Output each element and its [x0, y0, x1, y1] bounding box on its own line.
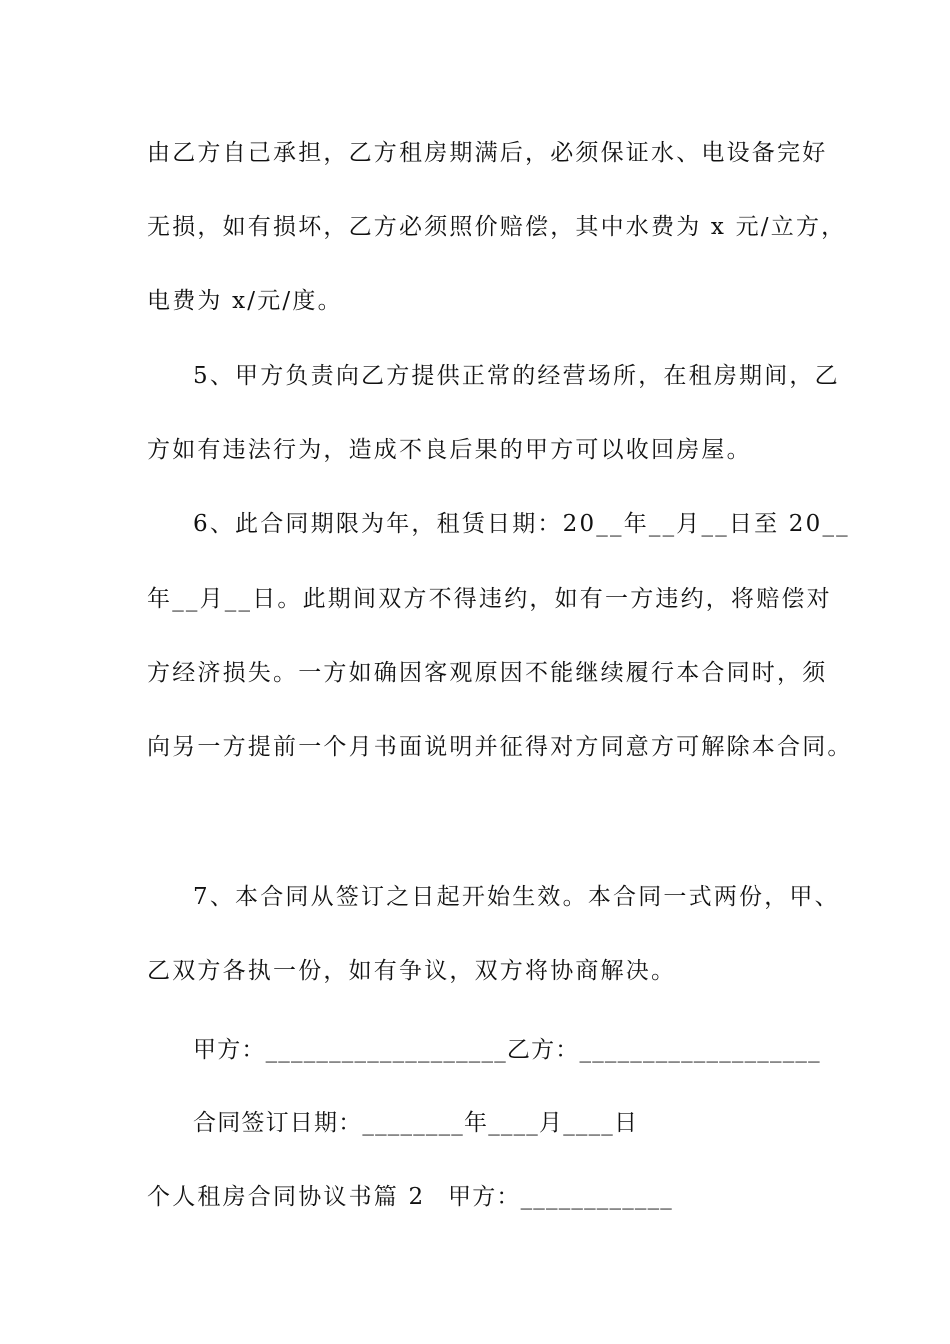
section-heading: 个人租房合同协议书篇 2: [147, 1184, 426, 1210]
paragraph-4-line-2: 无损，如有损坏，乙方必须照价赔偿，其中水费为 x 元/立方，: [147, 214, 847, 240]
signature-parties-line: 甲方：___________________乙方：___________________: [193, 1037, 821, 1063]
paragraph-5-line-2: 方如有违法行为，造成不良后果的甲方可以收回房屋。: [147, 437, 752, 463]
paragraph-6-line-3: 方经济损失。一方如确因客观原因不能继续履行本合同时，须: [147, 660, 828, 686]
paragraph-4-line-3: 电费为 x/元/度。: [147, 288, 343, 314]
paragraph-7-line-2: 乙双方各执一份，如有争议，双方将协商解决。: [147, 958, 677, 984]
paragraph-6-line-2: 年__月__日。此期间双方不得违约，如有一方违约，将赔偿对: [147, 586, 832, 612]
paragraph-6-line-1: 6、此合同期限为年，租赁日期：20__年__月__日至 20__: [193, 511, 850, 537]
paragraph-4-line-1: 由乙方自己承担，乙方租房期满后，必须保证水、电设备完好: [147, 140, 828, 166]
paragraph-5-line-1: 5、甲方负责向乙方提供正常的经营场所，在租房期间，乙: [193, 363, 840, 389]
paragraph-6-line-4: 向另一方提前一个月书面说明并征得对方同意方可解除本合同。: [147, 734, 853, 760]
next-section-party-a: 甲方：____________: [448, 1184, 673, 1210]
signature-date-line: 合同签订日期：________年____月____日: [193, 1110, 639, 1136]
paragraph-7-line-1: 7、本合同从签订之日起开始生效。本合同一式两份，甲、: [193, 884, 840, 910]
